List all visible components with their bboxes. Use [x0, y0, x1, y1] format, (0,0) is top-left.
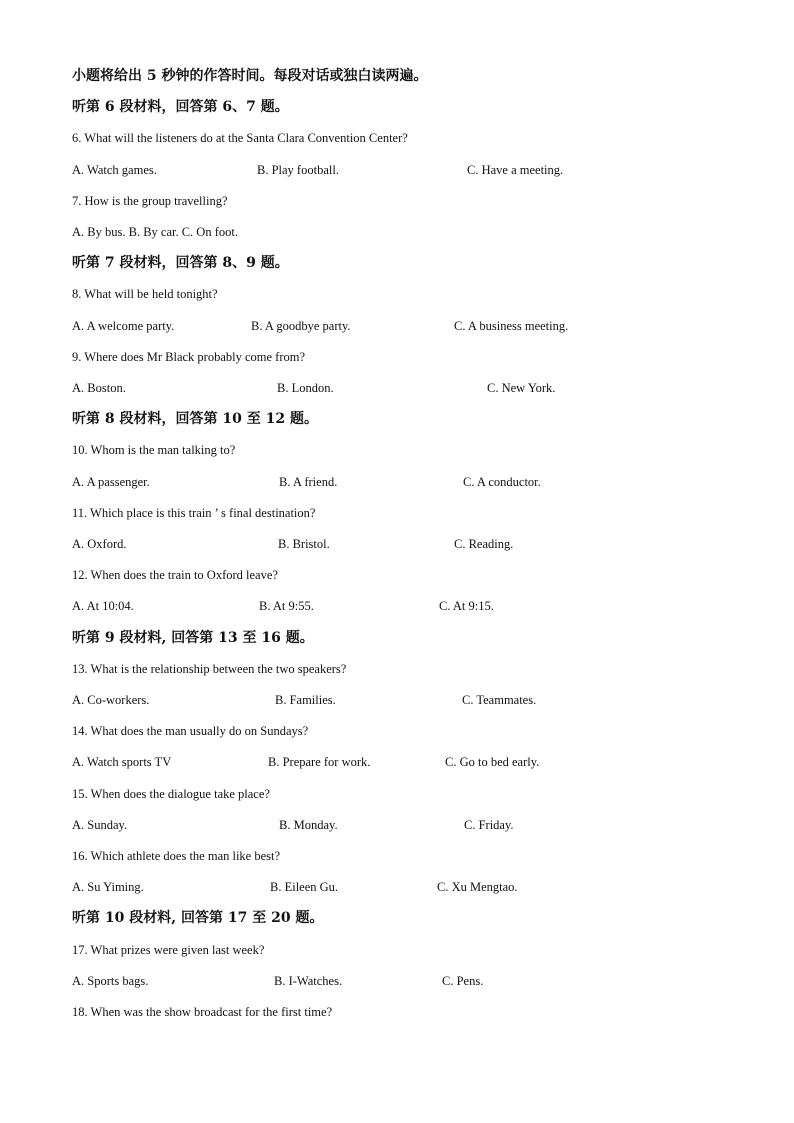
question-text: 14. What does the man usually do on Sundays? [72, 724, 309, 739]
question-text: 16. Which athlete does the man like best? [72, 849, 281, 863]
section-heading: 听第 6 段材料，回答第 6、7 题。 [72, 99, 289, 116]
option-a: A. Watch games. [72, 162, 157, 177]
question-text: A. By bus. B. By car. C. On foot. [72, 225, 238, 239]
section-heading: 听第 9 段材料, 回答第 13 至 16 题。 [72, 629, 314, 646]
section-heading: 小题将给出 5 秒钟的作答时间。每段对话或独白读两遍。 [72, 68, 428, 84]
option-a: A. Watch sports TV [72, 755, 172, 770]
option-b: B. At 9:55. [259, 599, 314, 614]
option-b: B. I-Watches. [274, 973, 343, 988]
section-heading: 听第 7 段材料，回答第 8、9 题。 [72, 255, 289, 272]
option-c: C. Reading. [454, 537, 514, 551]
option-a: A. A passenger. [72, 474, 150, 489]
option-c: C. Friday. [464, 817, 514, 832]
option-a: A. Sunday. [72, 817, 128, 832]
option-a: A. At 10:04. [72, 599, 134, 614]
option-c: C. Pens. [442, 973, 484, 988]
option-b: B. Eileen Gu. [270, 880, 339, 895]
option-a: A. Boston. [72, 381, 126, 395]
option-a: A. Oxford. [72, 537, 127, 551]
option-a: A. Su Yiming. [72, 880, 144, 895]
question-text: 18. When was the show broadcast for the first time? [72, 1005, 333, 1019]
option-c: C. Xu Mengtao. [437, 880, 518, 895]
option-b: B. A goodbye party. [251, 318, 351, 333]
question-text: 8. What will be held tonight? [72, 287, 218, 302]
option-a: A. Sports bags. [72, 973, 149, 988]
option-a: A. A welcome party. [72, 318, 175, 333]
section-heading: 听第 8 段材料，回答第 10 至 12 题。 [72, 411, 318, 428]
option-c: C. A business meeting. [454, 318, 569, 333]
option-c: C. At 9:15. [439, 599, 494, 614]
option-b: B. A friend. [279, 474, 338, 489]
option-c: C. Have a meeting. [467, 162, 564, 177]
option-b: B. Families. [275, 693, 336, 707]
option-b: B. Prepare for work. [268, 755, 371, 770]
option-b: B. Monday. [279, 817, 338, 832]
question-text: 12. When does the train to Oxford leave? [72, 568, 278, 583]
option-b: B. London. [277, 381, 334, 395]
question-text: 17. What prizes were given last week? [72, 942, 265, 957]
option-b: B. Bristol. [278, 537, 330, 551]
question-text: 9. Where does Mr Black probably come from? [72, 349, 306, 364]
question-text: 6. What will the listeners do at the Santa Clara Convention Center? [72, 131, 408, 146]
option-a: A. Co-workers. [72, 693, 150, 707]
option-c: C. Teammates. [462, 693, 537, 707]
option-c: C. New York. [487, 381, 556, 395]
option-c: C. A conductor. [463, 474, 541, 489]
question-text: 7. How is the group travelling? [72, 193, 228, 208]
question-text: 10. Whom is the man talking to? [72, 443, 236, 458]
question-text: 13. What is the relationship between the two speakers? [72, 661, 347, 676]
section-heading: 听第 10 段材料, 回答第 17 至 20 题。 [72, 910, 324, 927]
question-text: 15. When does the dialogue take place? [72, 786, 270, 801]
option-b: B. Play football. [257, 162, 339, 177]
question-text: 11. Which place is this train ’ s final destination? [72, 505, 316, 520]
option-c: C. Go to bed early. [445, 755, 540, 770]
